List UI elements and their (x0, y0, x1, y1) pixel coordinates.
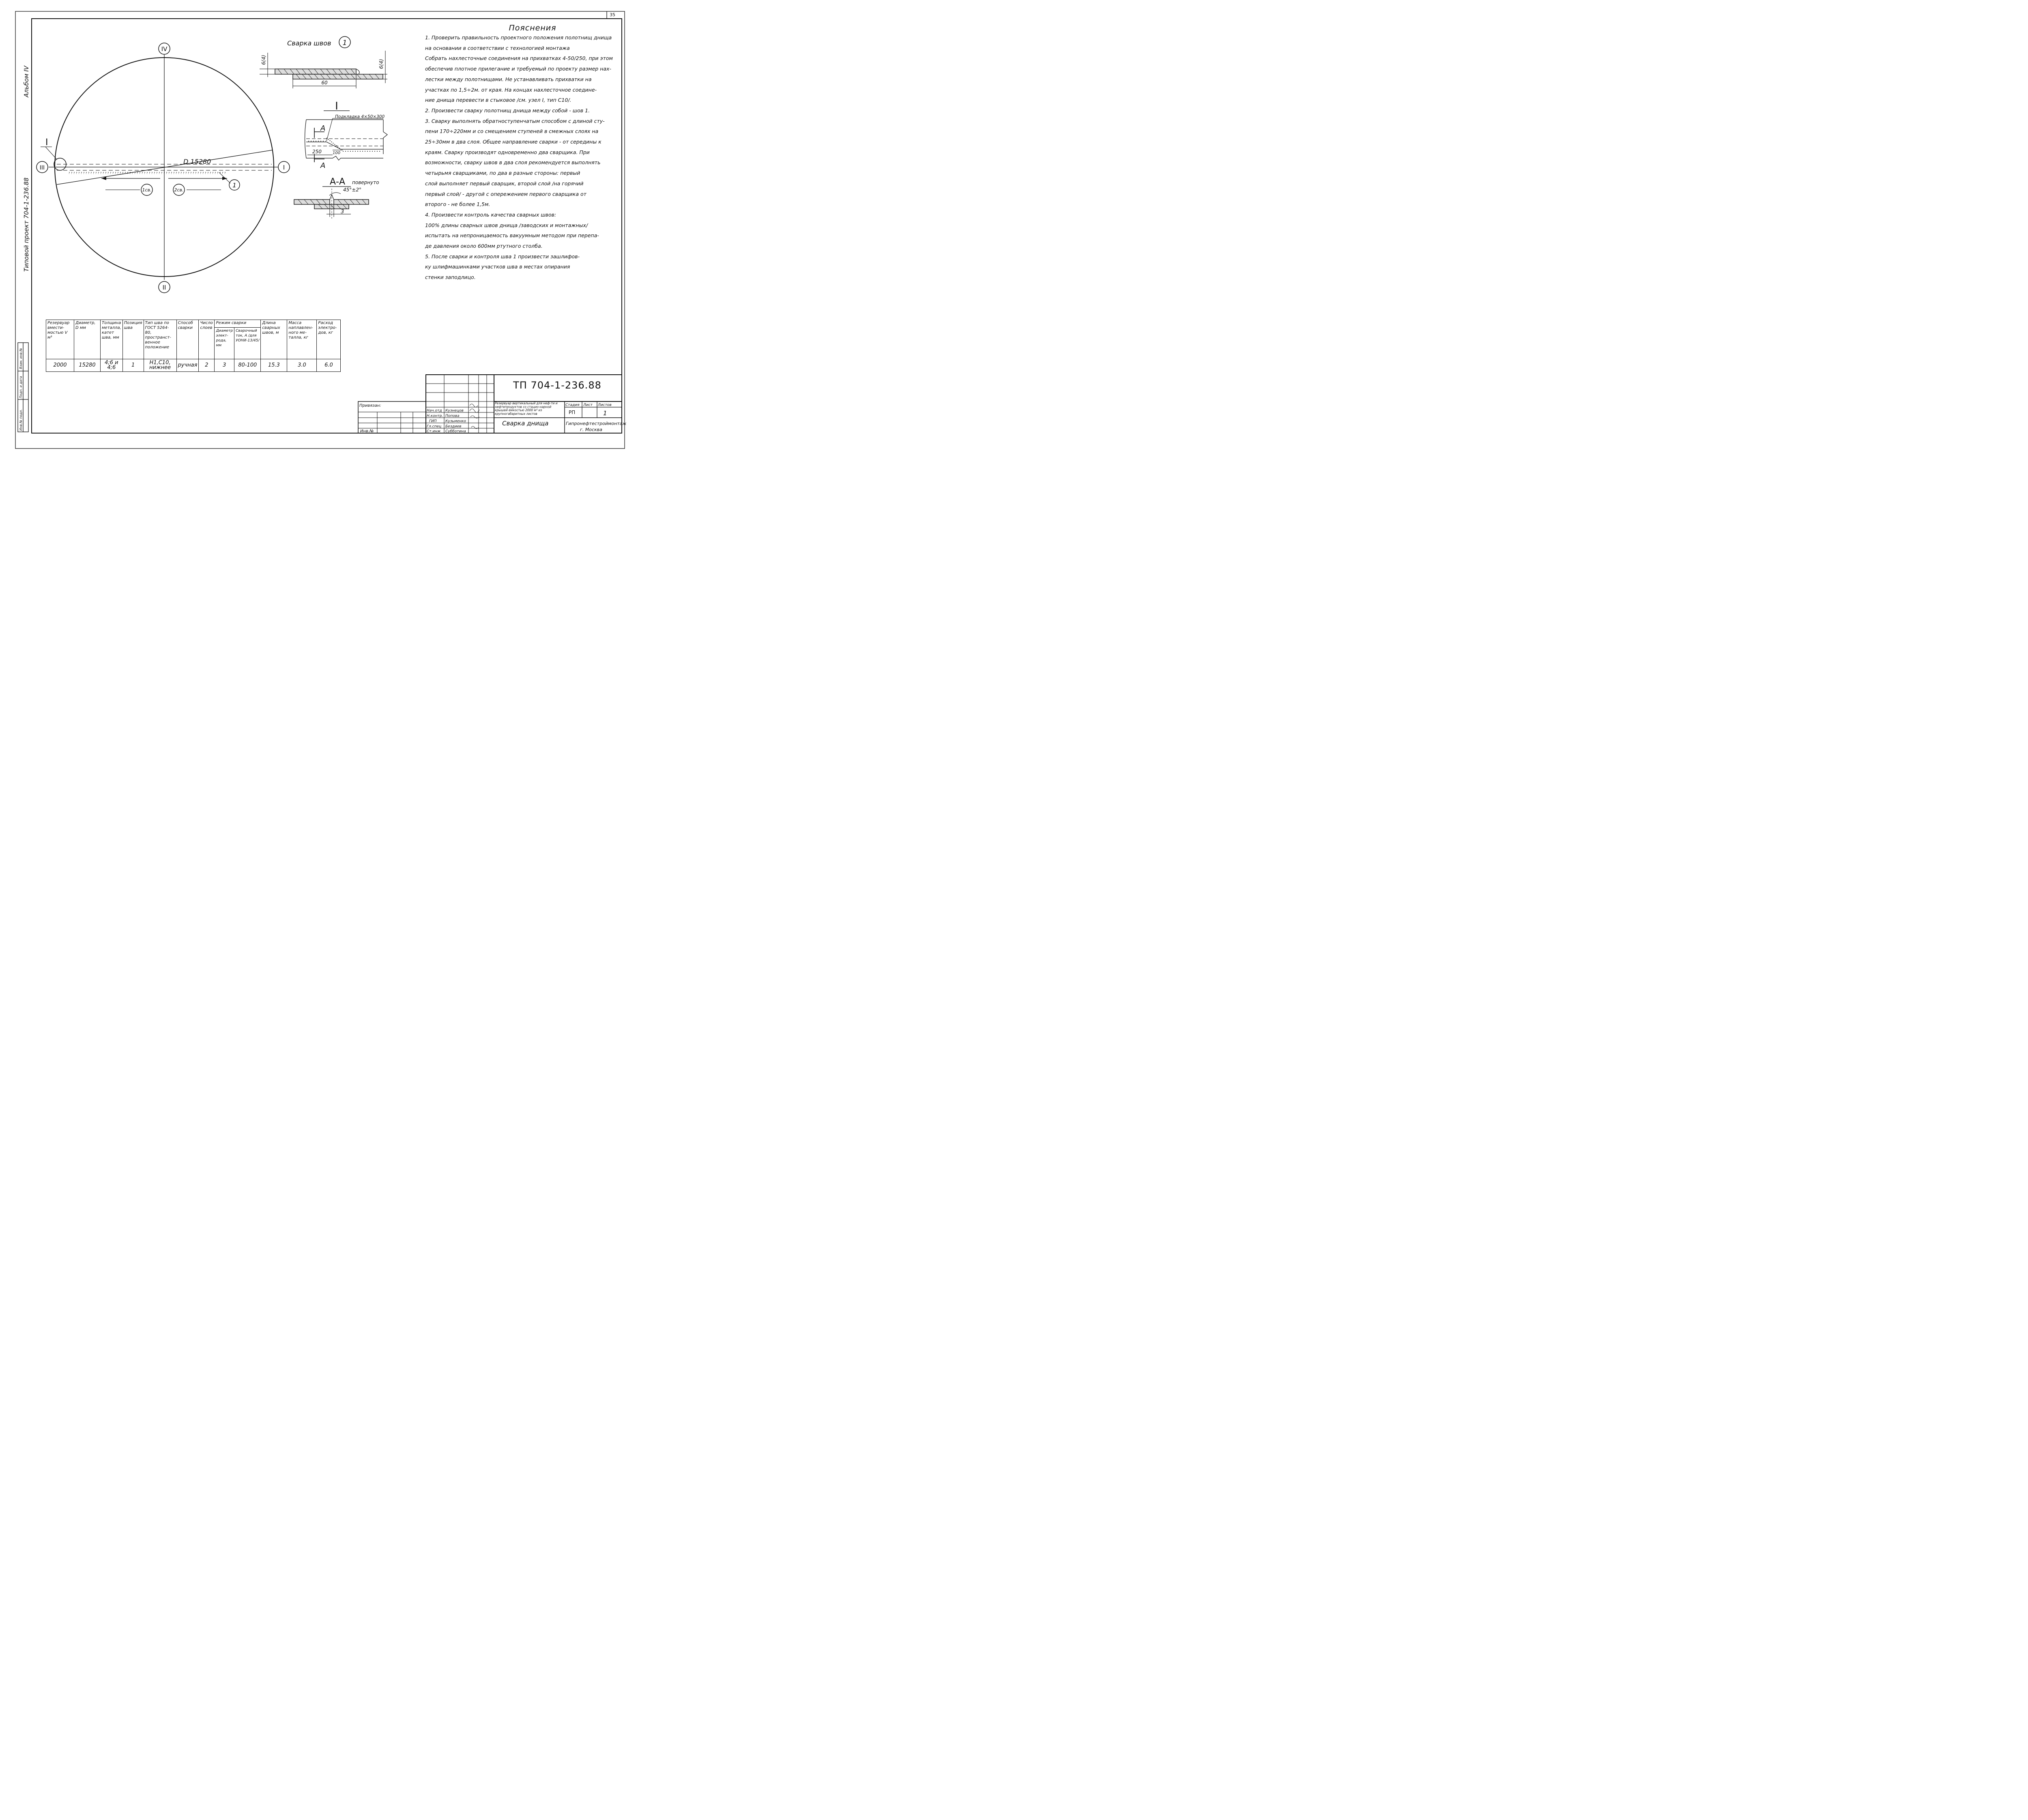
pad-label: Подкладка 4×50×300 (335, 114, 385, 119)
table-cell: 15280 (74, 359, 101, 372)
notes-line: первый слой/ - другой с опережением первого сварщика от (425, 191, 586, 197)
notes-line: слой выполняет первый сварщик, второй слой /на горячий (425, 180, 584, 187)
dim-100: 100 (333, 151, 341, 155)
notes-line: возможности, сварку швов в два слоя рекомендуется выполнять (425, 159, 601, 166)
notes-line: ку шлифмашинками участков шва в местах опирания (425, 264, 570, 270)
section-aa-gap: 3 (341, 209, 344, 215)
sheets-label: Листов (598, 403, 612, 407)
dim-thickness-right: 6(4) (378, 59, 384, 69)
notes-line: стенки заподлицо. (425, 274, 476, 281)
notes-line: 3. Сварку выполнять обратноступенчатым способом с длиной сту- (425, 118, 605, 124)
col-header: Способ сварки (176, 320, 199, 359)
name-2: Кузьменко (445, 419, 466, 423)
notes-line: испытать на непроницаемость вакуумным методом при перепа- (425, 232, 599, 239)
stamp-replace: Взам. инв.№ (19, 348, 23, 369)
stage-label: Стадия (565, 403, 580, 407)
notes-line: пени 170÷220мм и со смещением ступеней в смежных слоях на (425, 128, 599, 135)
sub-header: Сварочный ток, А /для УОНИ-13/45/ (234, 328, 261, 359)
name-1: Попова (445, 414, 460, 418)
role-3: Гл.спец (427, 425, 442, 429)
name-0: Кузнецов (445, 409, 464, 413)
explanatory-notes (425, 24, 616, 283)
notes-line: на основании в соответствии с технологией монтажа (425, 45, 570, 51)
page-number: 35 (610, 12, 615, 17)
table-cell: 6.0 (317, 359, 341, 372)
table-cell: 80-100 (234, 359, 261, 372)
sheet-title: Сварка днища (502, 420, 549, 427)
organization: Гипронефтестроймонтаж (566, 421, 627, 426)
drawing-code: ТП 704-1-236.88 (513, 380, 602, 391)
notes-line: лестки между полотнищами. Не устанавливать прихватки на (425, 76, 592, 82)
welding-table (46, 320, 341, 372)
table-cell: ручная (176, 359, 199, 372)
col-header: Резервуар вмести-мостью V м³ (46, 320, 74, 359)
bottom-plan (41, 55, 278, 280)
col-header: Расход электро-дов, кг (317, 320, 341, 359)
stage-value: РП (569, 410, 576, 415)
seam-number: 1 (232, 182, 236, 189)
section-aa-rotated: повернуто (352, 180, 379, 185)
notes-line: ние днища перевести в стыковое /см. узел I, тип С10/. (425, 97, 571, 103)
album-label: Альбом IV (23, 66, 30, 97)
col-header: Масса наплавлен-ного ме-талла, кг (287, 320, 317, 359)
col-header: Диаметр, D мм (74, 320, 101, 359)
notes-line: де давления около 600мм ртутного столба. (425, 243, 543, 249)
col-header: Позиция шва (122, 320, 144, 359)
notes-line: Собрать нахлесточные соединения на прихватках 4-50/250, при этом (425, 55, 613, 62)
notes-line: участках по 1,5÷2м. от края. На концах нахлесточное соедине- (425, 86, 597, 93)
notes-line: 25÷30мм в два слоя. Общее направление сварки - от середины к (425, 139, 602, 145)
table-cell: 2 (199, 359, 215, 372)
table-cell: 3.0 (287, 359, 317, 372)
axis-label-iv: IV (161, 45, 168, 53)
col-header: Число слоев (199, 320, 215, 359)
role-0: Нач.отд (427, 409, 442, 413)
table-cell: 3 (215, 359, 234, 372)
tied-label: Привязан: (359, 403, 381, 408)
stamp-inv: Инв.№ подл. (19, 409, 23, 431)
table-cell: Н1,С10, нижнее (144, 359, 176, 372)
seam-detail-title: Сварка швов (287, 39, 331, 47)
welder-1-label: 1св. (142, 187, 152, 193)
table-cell: 15.3 (261, 359, 287, 372)
section-aa-angle: 45°±2° (343, 187, 361, 193)
axis-label-iii: III (39, 165, 45, 171)
notes-line: 1. Проверить правильность проектного положения полотнищ днища (425, 34, 612, 41)
role-4: Ст.инж (427, 429, 441, 434)
notes-line: второго - не более 1,5м. (425, 201, 490, 208)
stamp-sign: Подп. и дата (19, 376, 23, 398)
dim-thickness-left: 6(4) (261, 55, 266, 65)
section-aa-title: А-А (329, 177, 346, 187)
sheets-value: 1 (603, 410, 607, 417)
sheet-label: Лист (583, 403, 593, 407)
dim-250: 250 (312, 149, 322, 155)
node-i-label: I (45, 137, 48, 148)
notes-line: четырьмя сварщиками, по два в разные стороны: первый (425, 170, 580, 176)
table-cell: 2000 (46, 359, 74, 372)
axis-label-ii: II (162, 284, 166, 291)
col-header: Тип шва по ГОСТ 5264-80, пространст-венное положение (144, 320, 176, 359)
notes-line: 5. После сварки и контроля шва 1 произвести зашлифов- (425, 253, 580, 260)
col-header: Длина сварных швов, м (261, 320, 287, 359)
notes-line: 4. Произвести контроль качества сварных швов: (425, 211, 556, 218)
notes-line: краям. Сварку производят одновременно два сварщика. При (425, 149, 590, 155)
project-label: Типовой проект 704-1-236.88 (23, 177, 30, 272)
node-i-title: I (335, 100, 338, 112)
col-header: Режим сварки (215, 320, 261, 328)
table-cell: 1 (122, 359, 144, 372)
section-mark-bottom: А (320, 161, 326, 170)
dim-overlap: 60 (321, 80, 328, 86)
role-1: Н.контр. (427, 414, 443, 418)
axis-label-i: I (283, 164, 285, 171)
col-header: Толщина металла, катет шва, мм (101, 320, 123, 359)
name-3: Бездиев (445, 425, 462, 429)
city: г. Москва (580, 427, 602, 432)
diameter-label: D 15280 (183, 158, 211, 165)
welder-2-label: 2св. (174, 187, 184, 193)
role-2: ГИП (429, 419, 437, 423)
drawing-description: Резервуар вертикальный для неф-ти и нефтепродуктов со стацио-нарной крышей емкостью 2000 м³ из крупногабаритных листов (495, 402, 558, 416)
inv-label: Инв.№ (360, 429, 374, 434)
name-4: Субботина (445, 429, 466, 434)
section-mark-top: А (320, 124, 326, 133)
notes-line: 100% длины сварных швов днища /заводских и монтажных/ (425, 222, 588, 228)
sub-header: Диаметр элект-рода, мм (215, 328, 234, 359)
notes-title: Пояснения (509, 24, 556, 32)
seam-detail-number: 1 (342, 39, 347, 47)
table-cell: 4;6 и 4;6 (101, 359, 123, 372)
notes-line: 2. Произвести сварку полотнищ днища между собой - шов 1. (425, 107, 590, 114)
notes-line: обеспечив плотное прилегание и требуемый по проекту размер нах- (425, 66, 611, 72)
